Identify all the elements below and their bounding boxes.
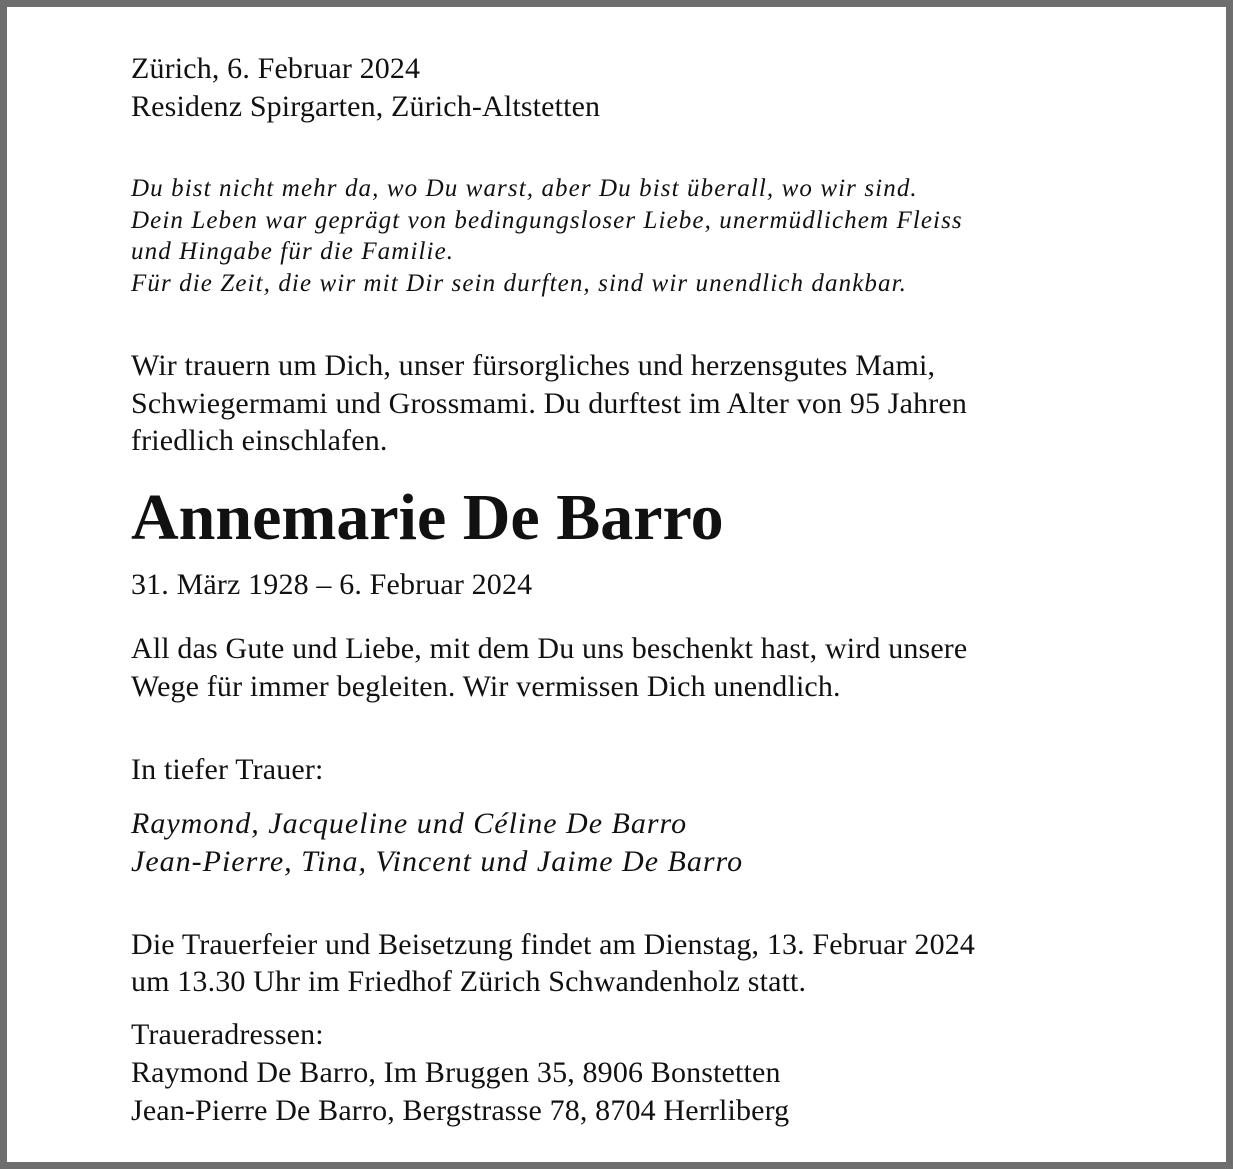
addresses-heading: Traueradressen: <box>131 1018 324 1051</box>
poem-line: Dein Leben war geprägt von bedingungsloser Liebe, unermüdlichem Fleiss <box>131 207 963 234</box>
poem-line: Du bist nicht mehr da, wo Du warst, aber Du bist überall, wo wir sind. <box>131 175 918 202</box>
intro-line: Wir trauern um Dich, unser fürsorgliches und herzensgutes Mami, <box>131 349 936 382</box>
residence: Residenz Spirgarten, Zürich-Altstetten <box>131 90 601 123</box>
mourner-names: Jean-Pierre, Tina, Vincent und Jaime De Barro <box>131 845 744 878</box>
poem-line: und Hingabe für die Familie. <box>131 238 455 265</box>
place-date: Zürich, 6. Februar 2024 <box>131 52 421 85</box>
poem-line: Für die Zeit, die wir mit Dir sein durften, sind wir unendlich dankbar. <box>131 270 907 297</box>
intro-line: friedlich einschlafen. <box>131 424 388 457</box>
ceremony-line: um 13.30 Uhr im Friedhof Zürich Schwandenholz statt. <box>131 965 807 998</box>
address-line: Raymond De Barro, Im Bruggen 35, 8906 Bonstetten <box>131 1056 781 1089</box>
mourner-names: Raymond, Jacqueline und Céline De Barro <box>131 807 688 840</box>
mourners-heading: In tiefer Trauer: <box>131 753 324 786</box>
intro-line: Schwiegermami und Grossmami. Du durftest im Alter von 95 Jahren <box>131 387 967 420</box>
tribute-line: All das Gute und Liebe, mit dem Du uns beschenkt hast, wird unsere <box>131 632 968 665</box>
ceremony-line: Die Trauerfeier und Beisetzung findet am Dienstag, 13. Februar 2024 <box>131 928 976 961</box>
life-dates: 31. März 1928 – 6. Februar 2024 <box>131 568 533 601</box>
address-line: Jean-Pierre De Barro, Bergstrasse 78, 8704 Herrliberg <box>131 1094 790 1127</box>
tribute-line: Wege für immer begleiten. Wir vermissen Dich unendlich. <box>131 670 841 703</box>
deceased-name: Annemarie De Barro <box>131 481 724 554</box>
